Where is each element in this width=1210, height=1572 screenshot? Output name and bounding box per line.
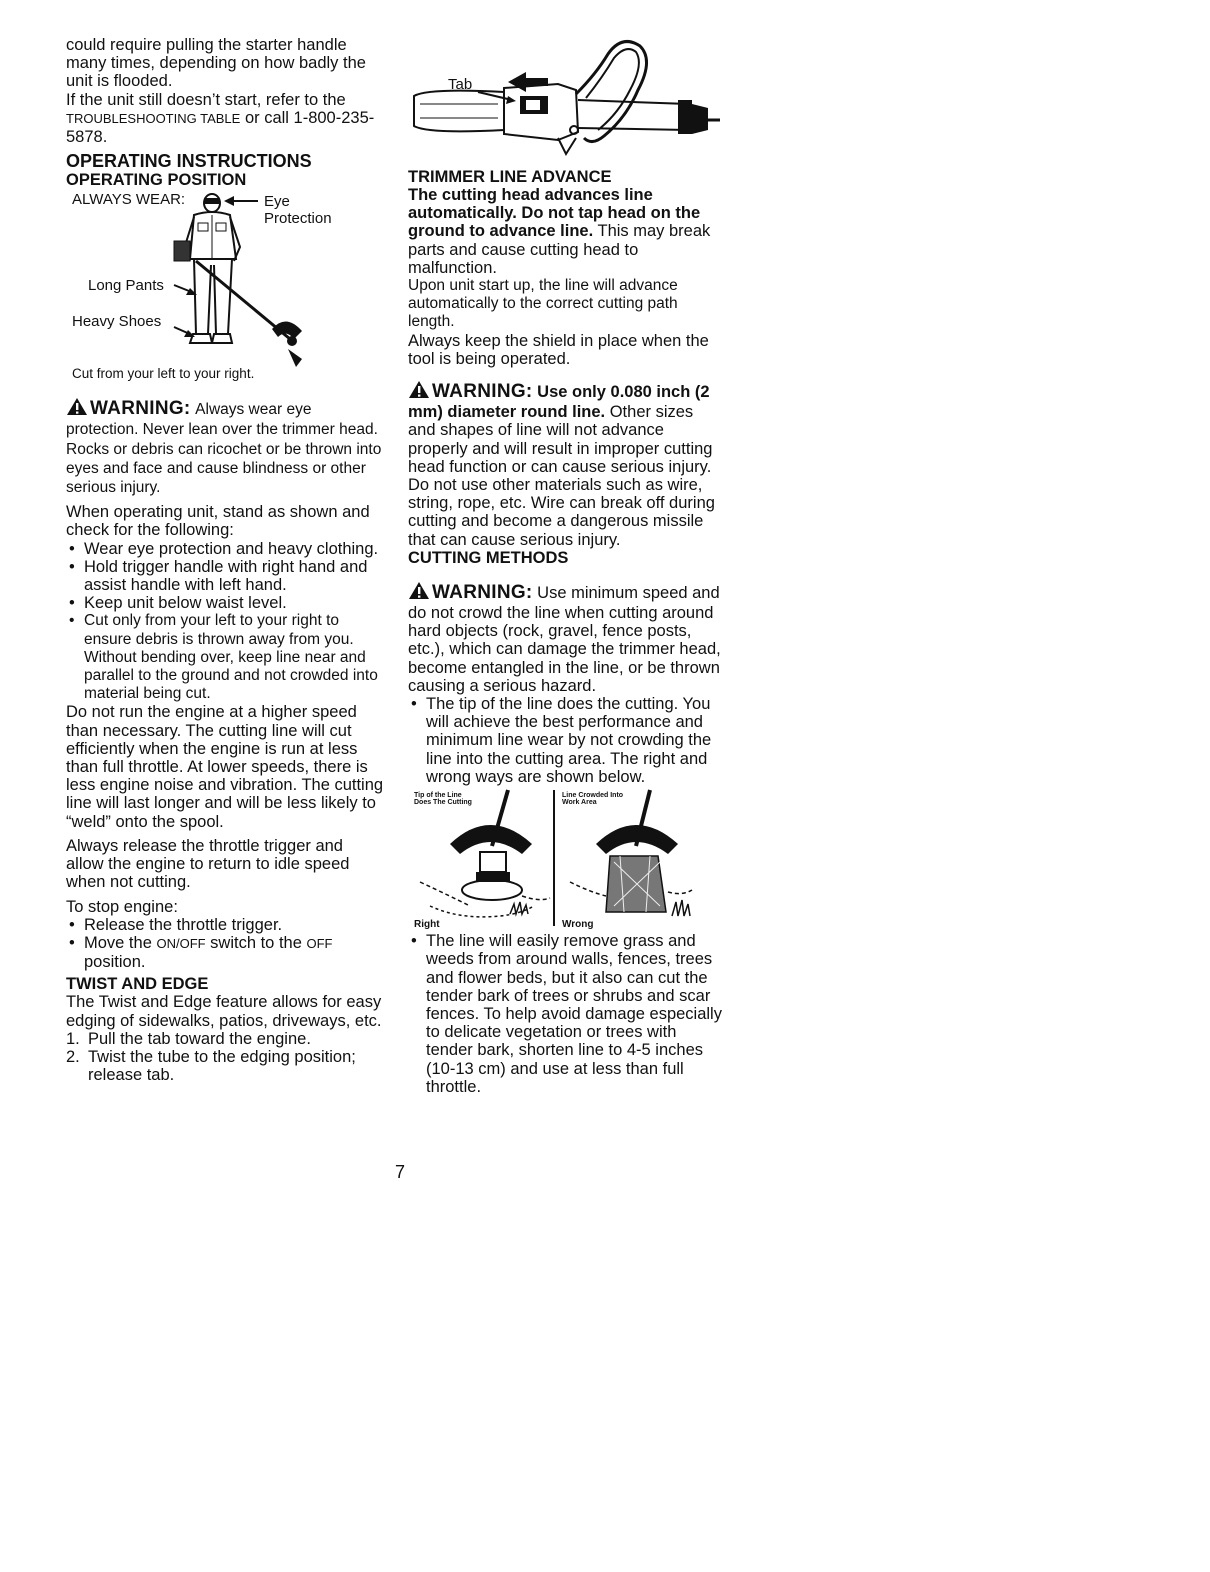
list-item	[66, 934, 384, 971]
list-item: • The line will easily remove grass and weeds from around walls, fences, trees and flower beds, but it also can cut the tender bark of trees or shrubs and scar fences. To help avoid damage especially to delicate vegetation or trees with tender bark, shorten line to 4-5 inches (10-13 cm) and use at less than full throttle.	[408, 932, 722, 1096]
warning-label: WARNING:	[432, 581, 533, 603]
cutting-tips-list	[408, 695, 722, 786]
off-ref: OFF	[306, 935, 333, 951]
release-throttle-paragraph: Always release the throttle trigger and allow the engine to return to idle speed when not cutting.	[66, 836, 350, 892]
page-number: 7	[395, 1162, 406, 1182]
warning-eye-protection	[66, 397, 384, 497]
tip-of-line-label-2: Does The Cutting	[414, 799, 472, 807]
list-item: • The tip of the line does the cutting. You will achieve the best performance and minimum line wear by not crowding the line into the cutting area. The right and wrong ways are shown below.	[408, 695, 722, 786]
stop-engine-list	[66, 916, 384, 972]
warning-label: WARNING:	[90, 398, 191, 420]
heading-operating-instructions: OPERATING INSTRUCTIONS	[66, 151, 312, 172]
figure-caption: Cut from your left to your right.	[72, 366, 255, 382]
warning-minimum-speed	[408, 581, 722, 695]
warning-label: WARNING:	[432, 381, 533, 403]
list-item: • Wear eye protection and heavy clothing.	[66, 540, 384, 558]
warning-triangle-icon	[408, 380, 430, 403]
shield-paragraph: Always keep the shield in place when the tool is being operated.	[408, 331, 709, 368]
heading-cutting-methods: CUTTING METHODS	[408, 548, 569, 567]
step-text: Pull the tab toward the engine.	[88, 1029, 311, 1048]
heading-twist-and-edge: TWIST AND EDGE	[66, 975, 209, 994]
crowded-label-1: Line Crowded Into	[562, 792, 624, 800]
intro-phone-text: or call 1-800-235-5878.	[66, 108, 375, 147]
warning-line-size	[408, 380, 722, 549]
protection-label: Protection	[264, 210, 332, 228]
stand-instructions: When operating unit, stand as shown and check for the following:	[66, 503, 370, 540]
heading-operating-position: OPERATING POSITION	[66, 171, 247, 190]
stop-text: position.	[84, 953, 146, 972]
step-number: 2.	[66, 1047, 80, 1066]
operating-position-figure	[66, 189, 384, 381]
cutting-tips-list-2	[408, 932, 722, 1096]
step-text: Twist the tube to the edging position; release tab.	[88, 1047, 356, 1085]
on-off-switch-ref: ON/OFF	[156, 935, 206, 951]
warning-triangle-icon	[408, 581, 430, 604]
warning-text: Use minimum speed and do not crowd the line when cutting around hard objects (rock, gravel, fence posts, etc.), which can damage the trimmer head, become entangled in the line, or be thrown causing a serious hazard.	[408, 583, 721, 695]
line-advance-text: This may break parts and cause cutting head to malfunction.	[408, 222, 711, 277]
heavy-shoes-label: Heavy Shoes	[72, 313, 162, 331]
long-pants-label: Long Pants	[88, 277, 164, 295]
startup-paragraph: Upon unit start up, the line will advance automatically to the correct cutting path length.	[408, 277, 678, 331]
intro-paragraph-1: could require pulling the starter handle many times, depending on how badly the unit is flooded.	[66, 36, 366, 91]
twist-tab-figure	[408, 34, 722, 168]
tip-of-line-label-1: Tip of the Line	[414, 792, 462, 800]
list-item: • Cut only from your left to your right to ensure debris is thrown away from you. Without bending over, keep line near and parallel to the ground and not crowded into material being cut.	[66, 612, 384, 703]
left-column	[66, 36, 384, 1084]
step-number: 1.	[66, 1029, 80, 1048]
engine-speed-paragraph: Do not run the engine at a higher speed than necessary. The cutting line will cut efficiently when the engine is run at less than full throttle. At lower speeds, there is less engine noise and vibration. The cutting line will last longer and will be less likely to “weld” onto the spool.	[66, 703, 384, 831]
troubleshooting-table-ref: TROUBLESHOOTING TABLE	[66, 110, 241, 126]
right-wrong-figure	[410, 786, 700, 932]
wrong-label: Wrong	[562, 919, 594, 931]
warning-text: Always wear eye protection. Never lean over the trimmer head. Rocks or debris can ricochet or be thrown into eyes and face and cause blindness or other serious injury.	[66, 401, 382, 497]
warning-bold-text: Use only 0.080 inch (2 mm) diameter round line.	[408, 383, 710, 422]
twist-steps	[66, 1030, 384, 1085]
heading-trimmer-line-advance: TRIMMER LINE ADVANCE	[408, 168, 612, 186]
intro-paragraph-2	[66, 91, 384, 147]
cutting-comparison-illustration	[410, 786, 700, 932]
eye-label: Eye	[264, 193, 290, 211]
crowded-label-2: Work Area	[562, 799, 597, 807]
line-advance-bold: The cutting head advances line automatically. Do not tap head on the ground to advance line.	[408, 186, 701, 241]
twist-paragraph: The Twist and Edge feature allows for easy edging of sidewalks, patios, driveways, etc.	[66, 993, 382, 1030]
warning-triangle-icon	[66, 397, 88, 420]
trimmer-handle-illustration	[408, 34, 722, 168]
right-column	[408, 34, 722, 1096]
list-item: • Keep unit below waist level.	[66, 594, 384, 612]
list-item	[66, 1030, 384, 1048]
intro-text: If the unit still doesn’t start, refer to the	[66, 90, 346, 109]
tab-label: Tab	[448, 76, 473, 93]
line-advance-paragraph	[408, 186, 722, 277]
list-item: • Hold trigger handle with right hand and assist handle with left hand.	[66, 558, 384, 594]
stop-text: Move the	[84, 933, 152, 952]
stop-engine-title: To stop engine:	[66, 897, 178, 916]
list-item	[66, 1048, 384, 1084]
operating-checklist	[66, 540, 384, 704]
always-wear-label: ALWAYS WEAR:	[72, 191, 186, 209]
warning-text: Other sizes and shapes of line will not advance properly and will result in improper cutting head function or can cause serious injury. Do not use other materials such as wire, string, rope, etc. Wire can break off during cutting and become a dangerous missile that can cause serious injury.	[408, 403, 715, 549]
list-item: • Release the throttle trigger.	[66, 916, 384, 934]
stop-text: switch to the	[210, 933, 302, 952]
right-label: Right	[414, 919, 440, 931]
